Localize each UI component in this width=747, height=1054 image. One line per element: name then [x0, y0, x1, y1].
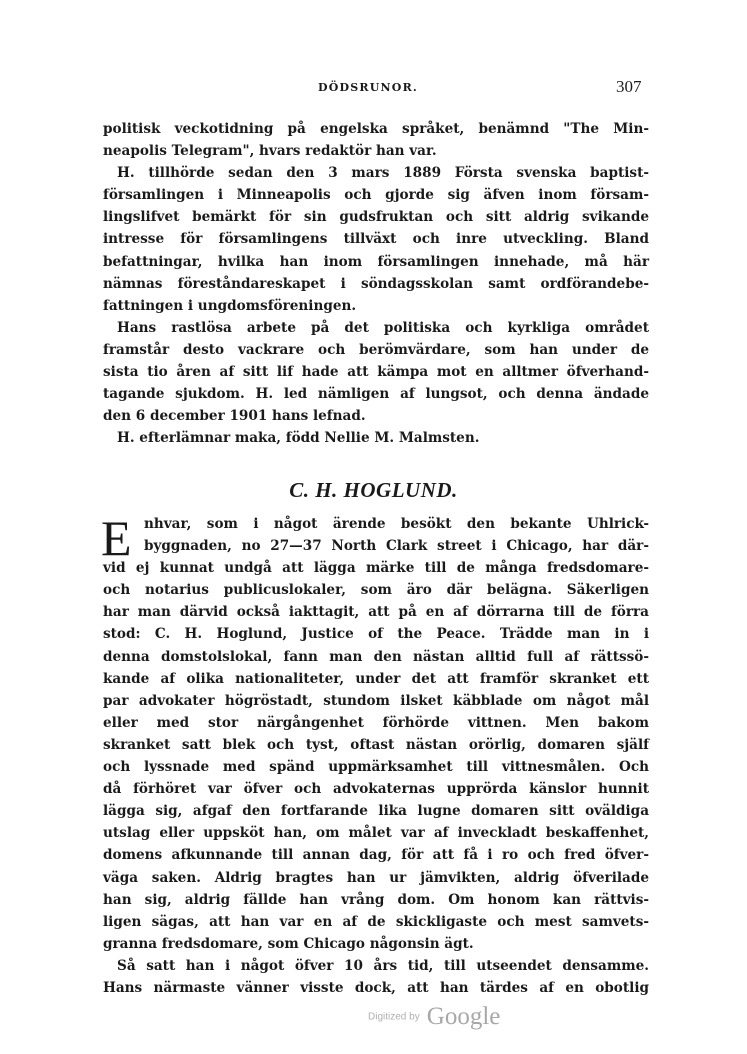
page-header — [0, 77, 747, 99]
digitized-by-label: Digitized by — [368, 1011, 420, 1023]
text-line: H. efterlämnar maka, född Nellie M. Malmsten. — [117, 430, 480, 447]
text-line: nhvar, som i något ärende besökt den bekante Uhlrick- — [144, 516, 649, 532]
obituary-continuation — [103, 118, 649, 449]
drop-cap: E — [101, 510, 132, 566]
text-line: Hans rastlösa arbete på det politiska och kyrkliga området — [117, 319, 649, 336]
text-line: vid ej kunnat undgå att lägga märke till de många fredsdomare- — [103, 560, 649, 577]
digitization-watermark — [368, 1003, 500, 1031]
text-line: har man därvid också iakttagit, att på en af dörrarna till de förra — [103, 604, 649, 621]
text-line: byggnaden, no 27—37 North Clark street i Chicago, har där- — [144, 538, 649, 555]
text-line: och notarius publicuslokaler, som äro där belägna. Säkerligen — [103, 582, 649, 599]
text-line: den 6 december 1901 hans lefnad. — [103, 408, 366, 425]
text-line: tagande sjukdom. H. led nämligen af lungsot, och denna ändade — [103, 386, 649, 403]
text-line: och lyssnade med spänd uppmärksamhet till vittnesmålen. Och — [103, 759, 649, 776]
text-line: han sig, aldrig fällde han vrång dom. Om honom kan rättvis- — [103, 891, 649, 908]
text-line: utslag eller uppsköt han, om målet var af inveckladt beskaffenhet, — [103, 825, 649, 842]
text-line: församlingen i Minneapolis och gjorde sig äfven inom försam- — [103, 187, 649, 204]
text-line: politisk veckotidning på engelska språket, benämnd "The Min- — [103, 121, 649, 137]
text-line: fattningen i ungdomsföreningen. — [103, 297, 357, 314]
text-line: skranket satt blek och tyst, oftast nästan orörlig, domaren själf — [103, 736, 649, 753]
text-line: stod: C. H. Hoglund, Justice of the Peace. Trädde man in i — [103, 626, 649, 643]
text-line: eller med stor närgångenhet förhörde vittnen. Men bakom — [103, 714, 649, 731]
text-line: ligen sägas, att han var en af de skickligaste och mest samvets- — [103, 913, 649, 930]
text-line: lingslifvet bemärkt för sin gudsfruktan och sitt aldrig svikande — [103, 209, 649, 226]
text-line: lägga sig, afgaf den fortfarande lika lugne domaren sitt oväldiga — [103, 803, 649, 820]
text-line: intresse för församlingens tillväxt och inre utveckling. Bland — [103, 231, 649, 248]
text-line: granna fredsdomare, som Chicago någonsin ägt. — [103, 935, 474, 952]
text-line: sista tio åren af sitt lif hade att kämpa mot en alltmer öfverhand- — [103, 364, 649, 381]
page-number: 307 — [616, 77, 642, 96]
hoglund-obituary — [101, 510, 649, 999]
text-line: domens afkunnande till annan dag, för att få i ro och fred öfver- — [103, 847, 649, 864]
text-line: framstår desto vackrare och berömvärdare, som han under de — [103, 341, 649, 358]
text-line: Så satt han i något öfver 10 års tid, till utseendet densamme. — [117, 957, 649, 974]
section-title: C. H. HOGLUND. — [289, 478, 458, 502]
text-line: H. tillhörde sedan den 3 mars 1889 Första svenska baptist- — [117, 165, 649, 182]
text-line: kande af olika nationaliteter, under det att framför skranket ett — [103, 670, 649, 687]
text-line: denna domstolslokal, fann man den nästan alltid full af rättssö- — [103, 648, 649, 665]
running-title: DÖDSRUNOR. — [318, 81, 418, 94]
text-line: väga saken. Aldrig bragtes han ur jämvikten, aldrig öfverilade — [103, 869, 649, 886]
text-line: nämnas föreståndareskapet i söndagsskolan samt ordförandebe- — [103, 275, 649, 292]
google-logo: Google — [426, 1003, 501, 1030]
text-line: neapolis Telegram", hvars redaktör han var. — [103, 143, 437, 160]
text-line: då förhöret var öfver och advokaternas upprörda känslor hunnit — [103, 781, 649, 798]
text-line: befattningar, hvilka han inom församlingen innehade, må här — [103, 253, 649, 270]
text-line: Hans närmaste vänner visste dock, att han tärdes af en obotlig — [103, 979, 649, 996]
text-line: par advokater högröstadt, stundom ilsket käbblade om något mål — [103, 692, 649, 709]
